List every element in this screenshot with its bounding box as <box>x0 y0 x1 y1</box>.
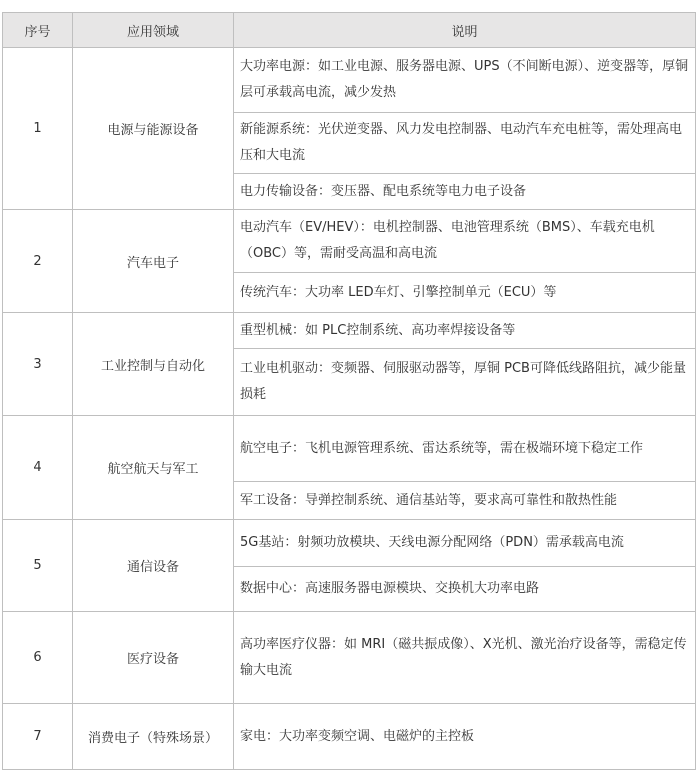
row-description: 家电：大功率变频空调、电磁炉的主控板 <box>234 704 696 770</box>
row-index: 3 <box>3 313 73 416</box>
header-row <box>3 13 696 48</box>
row-description: 电动汽车（EV/HEV）：电机控制器、电池管理系统（BMS）、车载充电机（OBC）等，需耐受高温和高电流 <box>234 210 696 273</box>
row-description: 传统汽车：大功率 LED车灯、引擎控制单元（ECU）等 <box>234 273 696 313</box>
table-row <box>3 704 696 770</box>
table-row <box>3 520 696 567</box>
row-index: 4 <box>3 416 73 520</box>
table-row <box>3 416 696 482</box>
row-index: 2 <box>3 210 73 313</box>
application-table <box>2 12 696 770</box>
row-description: 工业电机驱动：变频器、伺服驱动器等，厚铜 PCB可降低线路阻抗，减少能量损耗 <box>234 349 696 416</box>
row-index: 1 <box>3 48 73 210</box>
header-desc: 说明 <box>234 13 696 48</box>
header-field: 应用领域 <box>73 13 234 48</box>
row-description: 高功率医疗仪器：如 MRI（磁共振成像）、X光机、激光治疗设备等，需稳定传输大电流 <box>234 612 696 704</box>
row-index: 7 <box>3 704 73 770</box>
table-row <box>3 48 696 113</box>
row-description: 数据中心：高速服务器电源模块、交换机大功率电路 <box>234 567 696 612</box>
row-field: 消费电子（特殊场景） <box>73 704 234 770</box>
row-index: 5 <box>3 520 73 612</box>
row-description: 5G基站：射频功放模块、天线电源分配网络（PDN）需承载高电流 <box>234 520 696 567</box>
table-row <box>3 210 696 273</box>
row-field: 汽车电子 <box>73 210 234 313</box>
row-field: 医疗设备 <box>73 612 234 704</box>
row-field: 通信设备 <box>73 520 234 612</box>
row-field: 工业控制与自动化 <box>73 313 234 416</box>
row-description: 重型机械：如 PLC控制系统、高功率焊接设备等 <box>234 313 696 349</box>
row-description: 航空电子：飞机电源管理系统、雷达系统等，需在极端环境下稳定工作 <box>234 416 696 482</box>
table-row <box>3 612 696 704</box>
row-description: 新能源系统：光伏逆变器、风力发电控制器、电动汽车充电桩等，需处理高电压和大电流 <box>234 113 696 174</box>
row-index: 6 <box>3 612 73 704</box>
row-field: 航空航天与军工 <box>73 416 234 520</box>
row-description: 电力传输设备：变压器、配电系统等电力电子设备 <box>234 174 696 210</box>
row-description: 大功率电源：如工业电源、服务器电源、UPS（不间断电源）、逆变器等，厚铜层可承载高电流，减少发热 <box>234 48 696 113</box>
table-row <box>3 313 696 349</box>
row-field: 电源与能源设备 <box>73 48 234 210</box>
row-description: 军工设备：导弹控制系统、通信基站等，要求高可靠性和散热性能 <box>234 482 696 520</box>
header-index: 序号 <box>3 13 73 48</box>
